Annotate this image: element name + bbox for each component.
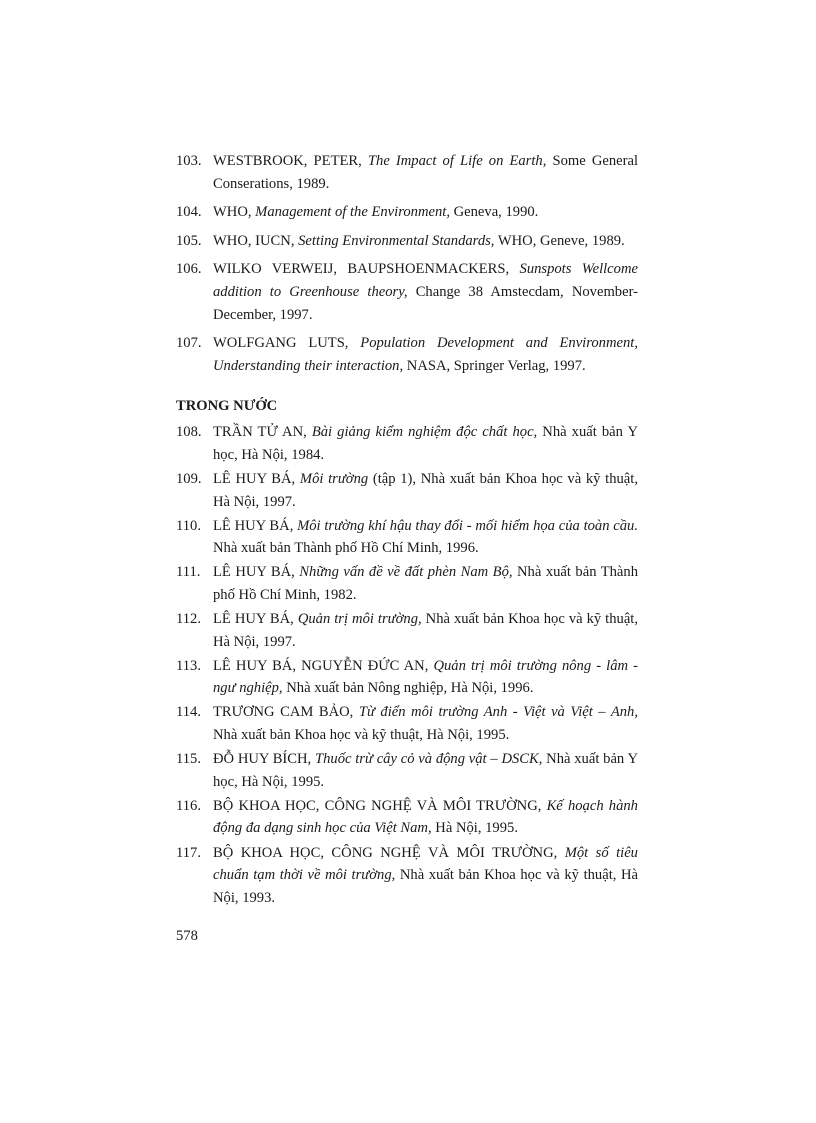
reference-text [213,332,638,377]
reference-text [213,421,638,466]
reference-authors: WHO, IUCN, [213,232,299,249]
reference-publication: Nhà xuất bản Nông nghiệp, Hà Nội, 1996. [282,680,534,697]
reference-title: Population Development and Environment, Understanding their interaction, [213,335,638,374]
reference-authors: TRẦN TỬ AN, [213,424,312,441]
reference-authors: ĐỖ HUY BÍCH, [213,751,315,768]
reference-text [213,701,638,746]
reference-authors: WHO, [213,204,256,221]
reference-number: 105. [176,232,202,249]
page-number: 578 [176,928,198,944]
reference-text [213,150,638,195]
reference-publication: Nhà xuất bản Thành phố Hồ Chí Minh, 1982. [213,564,639,603]
reference-title: Quản trị môi trường nông - lâm - ngư nghiệp, [213,657,638,697]
reference-text [213,561,638,606]
reference-text [213,795,638,840]
reference-title: Management of the Environment, [255,204,450,221]
reference-number: 113. [176,657,201,674]
reference-entry [176,561,638,606]
reference-entry [176,150,638,195]
reference-publication: , Nhà xuất bản Y học, Hà Nội, 1995. [213,751,638,790]
reference-entry [176,608,638,653]
reference-title: Quản trị môi trường, [297,611,422,628]
section-heading: TRONG NƯỚC [176,398,278,415]
reference-number: 110. [176,517,201,534]
reference-text [213,201,638,224]
reference-title: Những vấn đề về đất phèn Nam Bộ, [299,564,513,581]
reference-publication: Some General Conserations, 1989. [213,153,638,192]
reference-title: Thuốc trừ cây cỏ và động vật – DSCK [314,751,539,768]
reference-number: 117. [176,844,201,861]
reference-publication: WHO, Geneve, 1989. [494,232,625,249]
reference-publication: Nhà xuất bản Khoa học và kỹ thuật, Hà Nội, 1995. [213,727,510,744]
reference-text [213,258,638,326]
reference-publication: Nhà xuất bản Y học, Hà Nội, 1984. [213,424,638,463]
reference-title: Một số tiêu chuẩn tạm thời về môi trường, [213,844,638,884]
reference-number: 104. [176,204,202,221]
reference-title: Môi trường [299,471,369,488]
reference-number: 114. [176,704,201,721]
reference-authors: BỘ KHOA HỌC, CÔNG NGHỆ VÀ MÔI TRƯỜNG, [213,844,565,861]
reference-publication: Nhà xuất bản Thành phố Hồ Chí Minh, 1996. [213,540,479,557]
reference-title: Setting Environmental Standards, [298,232,495,249]
reference-number: 103. [176,153,202,169]
reference-authors: LÊ HUY BÁ, [213,564,300,581]
reference-authors: LÊ HUY BÁ, NGUYỄN ĐỨC AN, [213,657,434,674]
reference-number: 109. [176,471,202,488]
reference-title: Môi trường khí hậu thay đổi - mối hiểm họa của toàn cầu. [297,517,638,534]
reference-entry [176,201,638,224]
reference-entry [176,468,638,513]
reference-number: 116. [176,797,201,814]
reference-authors: WESTBROOK, PETER, [213,153,368,169]
reference-publication: Geneva, 1990. [449,204,539,221]
reference-number: 107. [176,335,202,352]
reference-title: Kế hoạch hành động đa dạng sinh học của Việt Nam, [213,797,638,837]
reference-entry [176,795,638,840]
reference-title: The Impact of Life on Earth, [367,153,547,169]
reference-entry [176,655,638,700]
reference-text [213,608,638,653]
reference-publication: Nhà xuất bản Khoa học và kỹ thuật, Hà Nội, 1997. [213,611,639,650]
reference-text [213,748,638,793]
reference-text [213,468,638,513]
reference-title: Từ điển môi trường Anh - Việt và Việt – Anh, [358,704,638,721]
reference-text [213,655,638,700]
reference-authors: LÊ HUY BÁ, [213,471,300,488]
reference-entry [176,258,638,326]
reference-list [176,150,638,911]
reference-entry [176,842,638,910]
reference-authors: TRƯƠNG CAM BẢO, [213,704,359,721]
reference-authors: WILKO VERWEIJ, BAUPSHOENMACKERS, [213,261,520,278]
reference-text [213,230,638,253]
reference-number: 112. [176,611,201,628]
foreign-references [176,150,638,377]
reference-authors: BỘ KHOA HỌC, CÔNG NGHỆ VÀ MÔI TRƯỜNG, [213,797,547,814]
reference-entry [176,515,638,560]
reference-publication: Change 38 Amstecdam, November-December, 1997. [213,283,639,323]
reference-number: 111. [176,564,201,581]
reference-authors: LÊ HUY BÁ, [213,611,298,628]
reference-entry [176,230,638,253]
reference-publication: Hà Nội, 1995. [431,820,518,837]
reference-publication: Nhà xuất bản Khoa học và kỹ thuật, Hà Nội, 1993. [213,867,639,906]
reference-entry [176,332,638,377]
reference-entry [176,421,638,466]
reference-number: 108. [176,424,202,441]
reference-number: 115. [176,751,201,768]
reference-title: Sunspots Wellcome addition to Greenhouse theory, [213,261,638,300]
reference-text [213,515,638,560]
reference-entry [176,748,638,793]
reference-authors: LÊ HUY BÁ, [213,517,298,534]
reference-number: 106. [176,261,202,278]
reference-text [213,842,638,910]
reference-publication: NASA, Springer Verlag, 1997. [403,357,586,374]
reference-title: Bài giảng kiểm nghiệm độc chất học, [311,424,538,441]
reference-publication: (tập 1), Nhà xuất bản Khoa học và kỹ thuật, Hà Nội, 1997. [213,471,638,510]
reference-authors: WOLFGANG LUTS, [213,335,361,352]
reference-entry [176,701,638,746]
domestic-references [176,421,638,909]
